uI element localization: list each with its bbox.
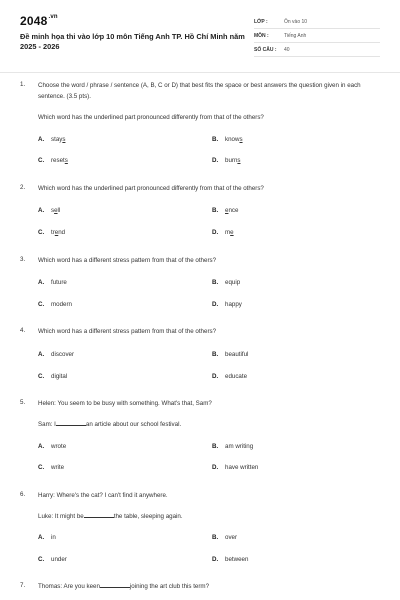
subtext-post: an article about our school festival. <box>85 421 182 428</box>
option-text: beautiful <box>225 351 249 358</box>
option-letter: B. <box>212 534 219 541</box>
option-letter: D. <box>212 556 219 563</box>
option-letter: C. <box>38 157 45 164</box>
question-subtext <box>38 420 380 429</box>
question-text <box>38 582 380 593</box>
option-underline: e <box>230 229 234 236</box>
question-subtext: Which word has the underlined part pronounced differently from that of the others? <box>38 114 264 121</box>
option-underline: e <box>225 207 229 214</box>
option-5d[interactable] <box>212 464 258 471</box>
exam-title: Đề minh họa thi vào lớp 10 môn Tiếng Anh TP. Hồ Chí Minh năm 2025 - 2026 <box>20 32 245 51</box>
option-4a[interactable] <box>38 351 74 358</box>
option-2b[interactable] <box>212 207 238 214</box>
option-text: happy <box>225 301 242 308</box>
meta-key: SỐ CÂU : <box>254 46 277 53</box>
question-text: Which word has a different stress pattern from that of the others? <box>38 328 217 335</box>
option-6c[interactable] <box>38 556 67 563</box>
logo-sub: .vn <box>48 14 58 20</box>
question-number: 4. <box>20 327 26 334</box>
option-text: s <box>51 207 55 214</box>
meta-value: 40 <box>284 46 290 53</box>
option-text: tr <box>51 229 55 236</box>
text-post: joining the art club this term? <box>129 583 210 590</box>
option-underline: s <box>237 157 241 164</box>
option-letter: A. <box>38 443 45 450</box>
option-text: future <box>51 279 67 286</box>
option-underline: s <box>64 157 68 164</box>
option-3b[interactable] <box>212 279 240 286</box>
option-letter: C. <box>38 373 45 380</box>
subtext-post: the table, sleeping again. <box>113 513 183 520</box>
option-letter: B. <box>212 279 219 286</box>
option-text: nce <box>228 207 239 214</box>
option-letter: B. <box>212 443 219 450</box>
option-text: have written <box>225 464 259 471</box>
option-letter: A. <box>38 207 45 214</box>
option-letter: A. <box>38 279 45 286</box>
option-text: between <box>225 556 249 563</box>
option-letter: B. <box>212 351 219 358</box>
answer-blank[interactable] <box>100 582 130 588</box>
option-1a[interactable] <box>38 136 65 143</box>
option-text: m <box>225 229 231 236</box>
option-letter: C. <box>38 229 45 236</box>
option-letter: C. <box>38 556 45 563</box>
option-letter: D. <box>212 229 219 236</box>
option-text: burn <box>225 157 238 164</box>
option-text: write <box>51 464 65 471</box>
option-letter: D. <box>212 157 219 164</box>
option-6d[interactable] <box>212 556 248 563</box>
option-5c[interactable] <box>38 464 64 471</box>
option-text: ll <box>57 207 61 214</box>
question-text: Helen: You seem to be busy with something. What's that, Sam? <box>38 400 212 407</box>
meta-count <box>254 43 380 57</box>
meta-value: Tiếng Anh <box>284 32 307 39</box>
option-text: nd <box>58 229 66 236</box>
subtext-pre: Luke: It might be <box>38 513 84 520</box>
option-letter: A. <box>38 534 45 541</box>
option-2c[interactable] <box>38 229 65 236</box>
option-6a[interactable] <box>38 534 56 541</box>
option-text: over <box>225 534 238 541</box>
option-letter: D. <box>212 301 219 308</box>
meta-class <box>254 15 380 29</box>
option-letter: D. <box>212 464 219 471</box>
option-letter: B. <box>212 207 219 214</box>
option-letter: B. <box>212 136 219 143</box>
option-underline: s <box>239 136 243 143</box>
header-divider <box>0 72 400 73</box>
option-text: am writing <box>225 443 254 450</box>
meta-value: Ôn vào 10 <box>284 18 308 25</box>
option-text: discover <box>51 351 75 358</box>
option-text: under <box>51 556 67 563</box>
exam-meta <box>254 15 380 57</box>
option-4b[interactable] <box>212 351 248 358</box>
option-letter: C. <box>38 301 45 308</box>
answer-blank[interactable] <box>56 420 86 426</box>
option-2a[interactable] <box>38 207 60 214</box>
text-pre: Thomas: Are you keen <box>38 583 100 590</box>
question-number: 7. <box>20 582 26 589</box>
option-6b[interactable] <box>212 534 237 541</box>
option-letter: A. <box>38 351 45 358</box>
option-underline: e <box>54 229 59 236</box>
question-subtext <box>38 512 380 521</box>
option-letter: C. <box>38 464 45 471</box>
question-number: 1. <box>20 81 26 88</box>
option-underline: s <box>62 136 66 143</box>
option-text: wrote <box>51 443 67 450</box>
question-number: 3. <box>20 256 26 263</box>
option-letter: D. <box>212 373 219 380</box>
question-number: 5. <box>20 399 26 406</box>
option-text: educate <box>225 373 248 380</box>
header <box>20 14 380 66</box>
option-underline: e <box>54 207 58 214</box>
option-letter: A. <box>38 136 45 143</box>
option-text: reset <box>51 157 65 164</box>
option-3c[interactable] <box>38 301 72 308</box>
option-5a[interactable] <box>38 443 66 450</box>
meta-key: MÔN : <box>254 32 269 39</box>
option-text: stay <box>51 136 63 143</box>
site-logo[interactable] <box>20 14 58 28</box>
question-text: Which word has the underlined part pronounced differently from that of the others? <box>38 185 264 192</box>
option-5b[interactable] <box>212 443 253 450</box>
subtext-pre: Sam: I <box>38 421 56 428</box>
logo-main: 2048 <box>20 14 48 28</box>
meta-subject <box>254 29 380 43</box>
option-4d[interactable] <box>212 373 247 380</box>
option-2d[interactable] <box>212 229 234 236</box>
option-1c[interactable] <box>38 157 68 164</box>
option-3d[interactable] <box>212 301 242 308</box>
question-text: Choose the word / phrase / sentence (A, B, C or D) that best fits the space or best answers the question given in each sentence. (3.5 pts). <box>38 82 361 100</box>
option-text: know <box>225 136 240 143</box>
meta-key: LỚP : <box>254 18 268 25</box>
question-text: Harry: Where's the cat? I can't find it anywhere. <box>38 492 168 499</box>
option-3a[interactable] <box>38 279 67 286</box>
answer-blank[interactable] <box>84 512 114 518</box>
option-1b[interactable] <box>212 136 243 143</box>
option-1d[interactable] <box>212 157 240 164</box>
question-text: Which word has a different stress pattern from that of the others? <box>38 257 217 264</box>
option-text: in <box>51 534 56 541</box>
option-text: modern <box>51 301 72 308</box>
option-4c[interactable] <box>38 373 67 380</box>
question-number: 6. <box>20 491 26 498</box>
option-text: equip <box>225 279 241 286</box>
question-number: 2. <box>20 184 26 191</box>
option-text: digital <box>51 373 68 380</box>
